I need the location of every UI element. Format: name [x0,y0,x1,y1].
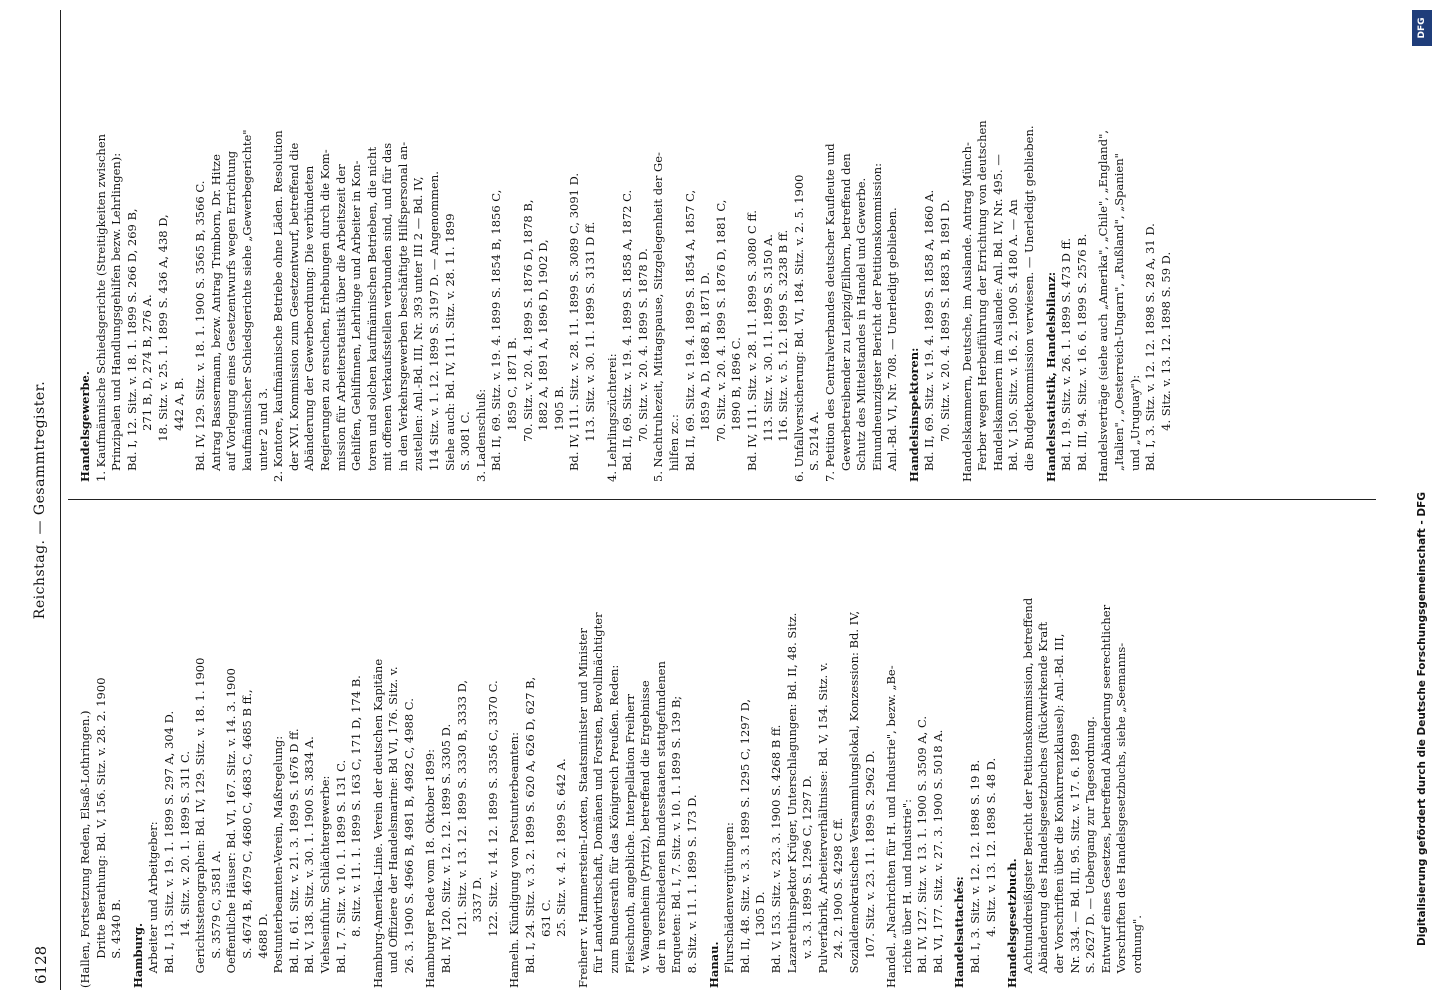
register-line: Nr. 334. — Bd. III, 95. Sitz. v. 17. 6. 1899 [1067,733,1082,988]
register-line: Dritte Berathung: Bd. V, 156. Sitz. v. 28. 2. 1900 [93,677,108,988]
register-line: mission für Arbeiterstatistik über die Arbeitszeit der [333,164,348,482]
register-line: Bd. I, 7. Sitz. v. 10. 1. 1899 S. 131 C. [333,759,348,988]
register-line: S. 5214 A. [807,411,822,482]
register-line: Achtunddreißigster Bericht der Petitionskommission, betreffend [1020,597,1035,988]
register-line: hilfen zc.: [666,414,681,482]
register-line: Hameln. Kündigung von Postunterbeamten: [507,732,522,988]
register-line: S. 3579 C, 3581 A. [208,850,223,988]
register-line: 122. Sitz. v. 14. 12. 1899 S. 3356 C, 3370 C. [485,680,500,988]
register-line: Handel. „Nachrichten für H. und Industrie", bezw. „Be- [884,665,899,988]
register-line: Bd. I, 13. Sitz. v. 19. 1. 1899 S. 297 A, 304 D. [161,710,176,988]
register-line: 2. Kontore, kaufmännische Betriebe ohne Läden. Resolution [271,130,286,482]
register-line: und Offiziere der Handelsmarine: Bd VI, 176. Sitz. v. [386,666,401,988]
register-line: für Landwirthschaft, Domänen und Forsten, Bevollmächtigter [591,612,606,988]
register-line: 631 C. [538,899,553,988]
register-line: der XVI. Kommission zum Gesetzentwurf, betreffend die [286,142,301,482]
register-line: in den Verkehrsgewerben beschäftigte Hilfspersonal an- [395,141,410,482]
register-line: Bd. IV, 111. Sitz. v. 28. 11. 1899 S. 3089 C, 3091 D. [567,172,582,482]
register-line: Bd. I, 3. Sitz. v. 12. 12. 1898 S. 28 A, 31 D. [1143,223,1158,482]
register-line: 114 Sitz. v. 1. 12. 1899 S. 3197 D. — Angenommen. [427,171,442,482]
register-line: 8. Sitz. v. 11. 1. 1899 S. 173 D. [684,794,699,988]
register-line: Viehseinfuhr, Schlächtergewerbe: [317,775,332,988]
register-line: 442 A, B. [171,377,186,482]
register-line: Antrag Bassermann, bezw. Antrag Trimborn, Dr. Hitze [208,154,223,482]
register-line: S. 3081 C. [458,411,473,482]
register-line: Bd. V, 150. Sitz. v. 16. 2. 1900 S. 4180 A. — An [1006,199,1021,482]
register-line: Bd. II, 61. Sitz. v. 21. 3. 1899 S. 1676 D ff. [286,728,301,988]
register-line: Gerichtsstenographen: Bd. IV, 129. Sitz. v. 18. 1. 1900 [193,657,208,988]
register-line: 1890 B, 1896 C. [729,337,744,482]
register-line: 4. Sitz. v. 13. 12. 1898 S. 59 D. [1158,251,1173,482]
register-line: 5. Nachtruhezeit, Mittagspause, Sitzgelegenheit der Ge- [651,152,666,482]
register-line: Abänderung des Handelsgesetzbuches (Rückwirkende Kraft [1036,621,1051,988]
funding-note: Digitalisierung gefördert durch die Deutsche Forschungsgemeinschaft - DFG [1416,492,1428,946]
register-line: Siehe auch: Bd. IV, 111. Sitz. v. 28. 11. 1899 [442,213,457,482]
register-line: der in verschiedenen Bundesstaaten stattgefundenen [653,661,668,988]
register-line: Bd. I, 12. Sitz. v. 18. 1. 1899 S. 266 D, 269 B, [124,208,139,482]
register-line: 6. Unfallversicherung: Bd. VI, 184. Sitz. v. 2. 5. 1900 [791,174,806,482]
side-margin-note [1412,6,1434,986]
register-line: unter 2 und 3. [255,387,270,482]
register-line: 8. Sitz. v. 11. 1. 1899 S. 163 C, 171 D, 174 B. [349,675,364,988]
register-line: 14. Sitz. v. 20. 1. 1899 S. 311 C. [177,750,192,988]
register-line: der Vorschriften über die Konkurrenzklausel): Anl.-Bd. III, [1052,633,1067,988]
register-line: richte über H. und Industrie": [899,798,914,988]
register-line: 3. Ladenschluß: [473,388,488,482]
register-line: 1859 A, D, 1868 B, 1871 D. [698,272,713,482]
register-line: Bd. III, 94. Sitz. v. 16. 6. 1899 S. 2576 B. [1074,233,1089,482]
register-line: Hanau. [706,941,721,988]
register-line: Bd. IV, 120. Sitz. v. 12. 12. 1899 S. 3305 D. [439,723,454,988]
register-line: S. 4674 B, 4679 C, 4680 C, 4683 C, 4685 B ff., [239,689,254,988]
register-line: Einundneunzigster Bericht der Petitionskommission: [869,162,884,482]
register-line: Enqueten: Bd. I, 7. Sitz. v. 10. 1. 1899 S. 139 B; [669,695,684,988]
register-line: Bd. I, 3. Sitz. v. 12. 12. 1898 S. 19 B. [968,759,983,988]
register-line: Vorschriften des Handelsgesetzbuchs, siehe „Seemanns- [1114,642,1129,988]
register-line: Fleischnoth, angebliche. Interpellation Freiherr [622,694,637,988]
register-line: 1882 A, 1891 A, 1896 D, 1902 D, [536,239,551,482]
register-line: 113. Sitz. v. 30. 11. 1899 S. 3150 A. [760,234,775,482]
register-line: und „Uruguay"): [1127,374,1142,482]
register-line: Pulverfabrik, Arbeiterverhältnisse: Bd. V, 154. Sitz. v. [815,662,830,988]
register-line: Handelsinspektoren: [906,347,921,482]
register-line: Bd. V, 153. Sitz. v. 23. 3. 1900 S. 4268 B ff. [768,724,783,988]
register-line: v. Wangenheim (Pyritz), betreffend die Ergebnisse [638,680,653,988]
register-line: Hamburg. [130,923,145,988]
register-line: 1859 C, 1871 B. [505,337,520,482]
register-line: 7. Petition des Centralverbandes deutscher Kaufleute und [822,143,837,482]
register-line: Bd. V, 138. Sitz. v. 30. 1. 1900 S. 3834 A. [302,736,317,988]
register-line: Prinzipalen und Handlungsgehilfen bezw. Lehrlingen): [109,152,124,482]
register-line: Bd. IV, 129. Sitz. v. 18. 1. 1900 S. 3565 B, 3566 C. [193,180,208,482]
register-line: 116. Sitz. v. 5. 12. 1899 S. 3238 B ff. [776,229,791,482]
register-line: Handelskammern im Auslande: Anl. Bd. IV, Nr. 495. — [990,154,1005,482]
register-line: 3337 D. [470,876,485,988]
register-line: 121. Sitz. v. 13. 12. 1899 S. 3330 B, 3333 D, [454,679,469,988]
register-line: Postunterbeamten-Verein, Maßregelung: [271,735,286,988]
register-line: Bd. VI, 177. Sitz. v. 27. 3. 1900 S. 5018 A. [930,729,945,988]
register-line: Bd. I, 24. Sitz. v. 3. 2. 1899 S. 620 A, 626 D, 627 B, [523,676,538,988]
register-line: S. 2627 D. — Uebergang zur Tagesordnung. [1083,716,1098,988]
register-line: 113. Sitz. v. 30. 11. 1899 S. 3131 D ff. [583,221,597,482]
register-line: kaufmännischer Schiedsgerichte siehe „Gewerbegerichte" [239,129,254,482]
register-line: Hamburger Rede vom 18. Oktober 1899: [423,749,438,988]
register-line: auf Vorlegung eines Gesetzentwurfs wegen Errichtung [224,150,239,482]
register-line: Handelsstatistik, Handelsbilanz: [1043,271,1058,482]
register-line: Bd. IV, 127. Sitz. v. 13. 1. 1900 S. 3509 A, C. [915,715,930,988]
register-line: Handelskammern, Deutsche, im Auslande. Antrag Münch- [959,142,974,482]
register-line: 4. Sitz. v. 13. 12. 1898 S. 48 D. [983,757,998,988]
register-line: Bd. II, 48. Sitz. v. 3. 3. 1899 S. 1295 C, 1297 D, [737,698,752,988]
register-line: 18. Sitz. v. 25. 1. 1899 S. 436 A, 438 D, [155,214,170,482]
register-line: Gehilfen, Gehilfinnen, Lehrlinge und Arbeiter in Kon- [349,160,364,482]
register-line: Oeffentliche Häuser: Bd. VI, 167. Sitz. v. 14. 3. 1900 [224,668,239,988]
left-column [78,518,1146,988]
register-line: Gewerbetreibender zu Leipzig/Eilhorn, betreffend den [838,153,853,482]
register-line: 25. Sitz. v. 4. 2. 1899 S. 642 A. [554,758,569,988]
register-line: 1. Kaufmännische Schiedsgerichte (Streitigkeiten zwischen [93,133,108,482]
register-line: zustellen: Anl.-Bd. III, Nr. 393 unter III 2 — Bd. IV, [411,176,426,482]
register-line: Bd. II, 69. Sitz. v. 19. 4. 1899 S. 1858 A, 1872 C. [620,189,635,482]
register-line: Handelsgesetzbuch. [1005,858,1020,988]
register-line: 26. 3. 1900 S. 4966 B, 4981 B, 4982 C, 4988 C. [401,698,416,988]
register-line: Bd. II, 69. Sitz. v. 19. 4. 1899 S. 1854 B, 1856 C, [489,189,504,482]
register-line: v. 3. 3. 1899 S. 1296 C, 1297 D. [800,775,815,988]
register-line: 107. Sitz. v. 23. 11. 1899 S. 2962 D. [862,750,877,988]
register-line: 70. Sitz. v. 20. 4. 1899 S. 1876 D, 1881 C, [713,199,728,482]
register-line: Bd. II, 69. Sitz. v. 19. 4. 1899 S. 1854 A, 1857 C, [682,189,697,482]
register-line: Anl.-Bd. VI, Nr. 708. — Unerledigt geblieben. [885,207,900,482]
register-line: Arbeiter und Arbeitgeber: [146,821,161,988]
register-line: Entwurf eines Gesetzes, betreffend Abänderung seerechtlicher [1098,604,1113,988]
register-line: Freiherr v. Hammerstein-Loxten, Staatsminister und Minister [575,628,590,988]
register-line: Abänderung der Gewerbeordnung: Die verbündeten [302,165,317,482]
register-line: Regierungen zu ersuchen, Erhebungen durch die Kom- [317,149,332,482]
register-line: die Budgetkommission verwiesen. — Unerledigt geblieben. [1022,125,1037,482]
right-column [78,12,1174,482]
register-line: Bd. II, 69. Sitz. v. 19. 4. 1899 S. 1858 A, 1860 A. [922,189,937,482]
register-line: ordnung". [1130,915,1144,988]
register-line: Sozialdemokratisches Versammlungslokal, Konzession: Bd. IV, [846,610,861,988]
register-line: Bd. IV, 111. Sitz. v. 28. 11. 1899 S. 3080 C ff. [744,210,759,482]
register-line: 70. Sitz. v. 20. 4. 1899 S. 1876 D, 1878 B, [520,199,535,482]
register-line: Hamburg-Amerika-Linie. Verein der deutschen Kapitäne [370,658,385,988]
register-line: Ferber wegen Herbeiführung der Errichtung von deutschen [975,120,990,482]
register-line: 271 B, D, 274 B, 276 A. [140,294,155,482]
register-line: Handelsverträge (siehe auch „Amerika", „Chile", „England", [1096,129,1111,482]
register-line: zum Bundesrath für das Königreich Preußen. Reden: [607,664,621,988]
register-line: mit offenen Verkaufsstellen verbunden sind, und für das [380,142,395,482]
column-divider [68,499,1376,500]
register-line: 70. Sitz. v. 20. 4. 1899 S. 1883 B, 1891 D. [938,199,953,482]
register-line: toren und solchen kaufmännischen Betrieben, die nicht [364,146,379,482]
register-line: 24. 2. 1900 S. 4298 C ff. [831,817,846,988]
register-line: 70. Sitz. v. 20. 4. 1899 S. 1878 D. [635,248,650,482]
running-title: Reichstag. — Gesammtregister. [32,380,48,620]
register-line: Bd. I, 19. Sitz. v. 26. 1. 1899 S. 473 D ff. [1059,237,1074,482]
register-line: Handelsgewerbe. [78,371,92,482]
register-line: „Italien", „Oesterreich-Ungarn", „Rußland", „Spanien" [1112,153,1126,482]
page-number: 6128 [32,945,50,984]
register-line: 4. Lehrlingszüchterei: [604,353,619,482]
register-line: Schutz des Mittelstandes in Handel und Gewerbe. [854,177,869,482]
register-line: Flurschädenvergütungen: [722,822,737,988]
register-line: 4688 D. [255,913,270,988]
register-line: Handelsattachés: [952,876,967,988]
dfg-logo: DFG [1412,10,1432,46]
register-line: 1905 B. [551,385,566,482]
register-line: (Hallen, Fortsetzung Reden, Elsaß-Lothringen.) [78,710,92,988]
header-rule [60,10,61,990]
register-line: Lazarethinspektor Krüger, Unterschlagungen: Bd. II, 48. Sitz. [784,612,799,988]
register-line: S. 4340 B. [109,898,124,988]
register-line: 1305 D. [753,891,768,988]
